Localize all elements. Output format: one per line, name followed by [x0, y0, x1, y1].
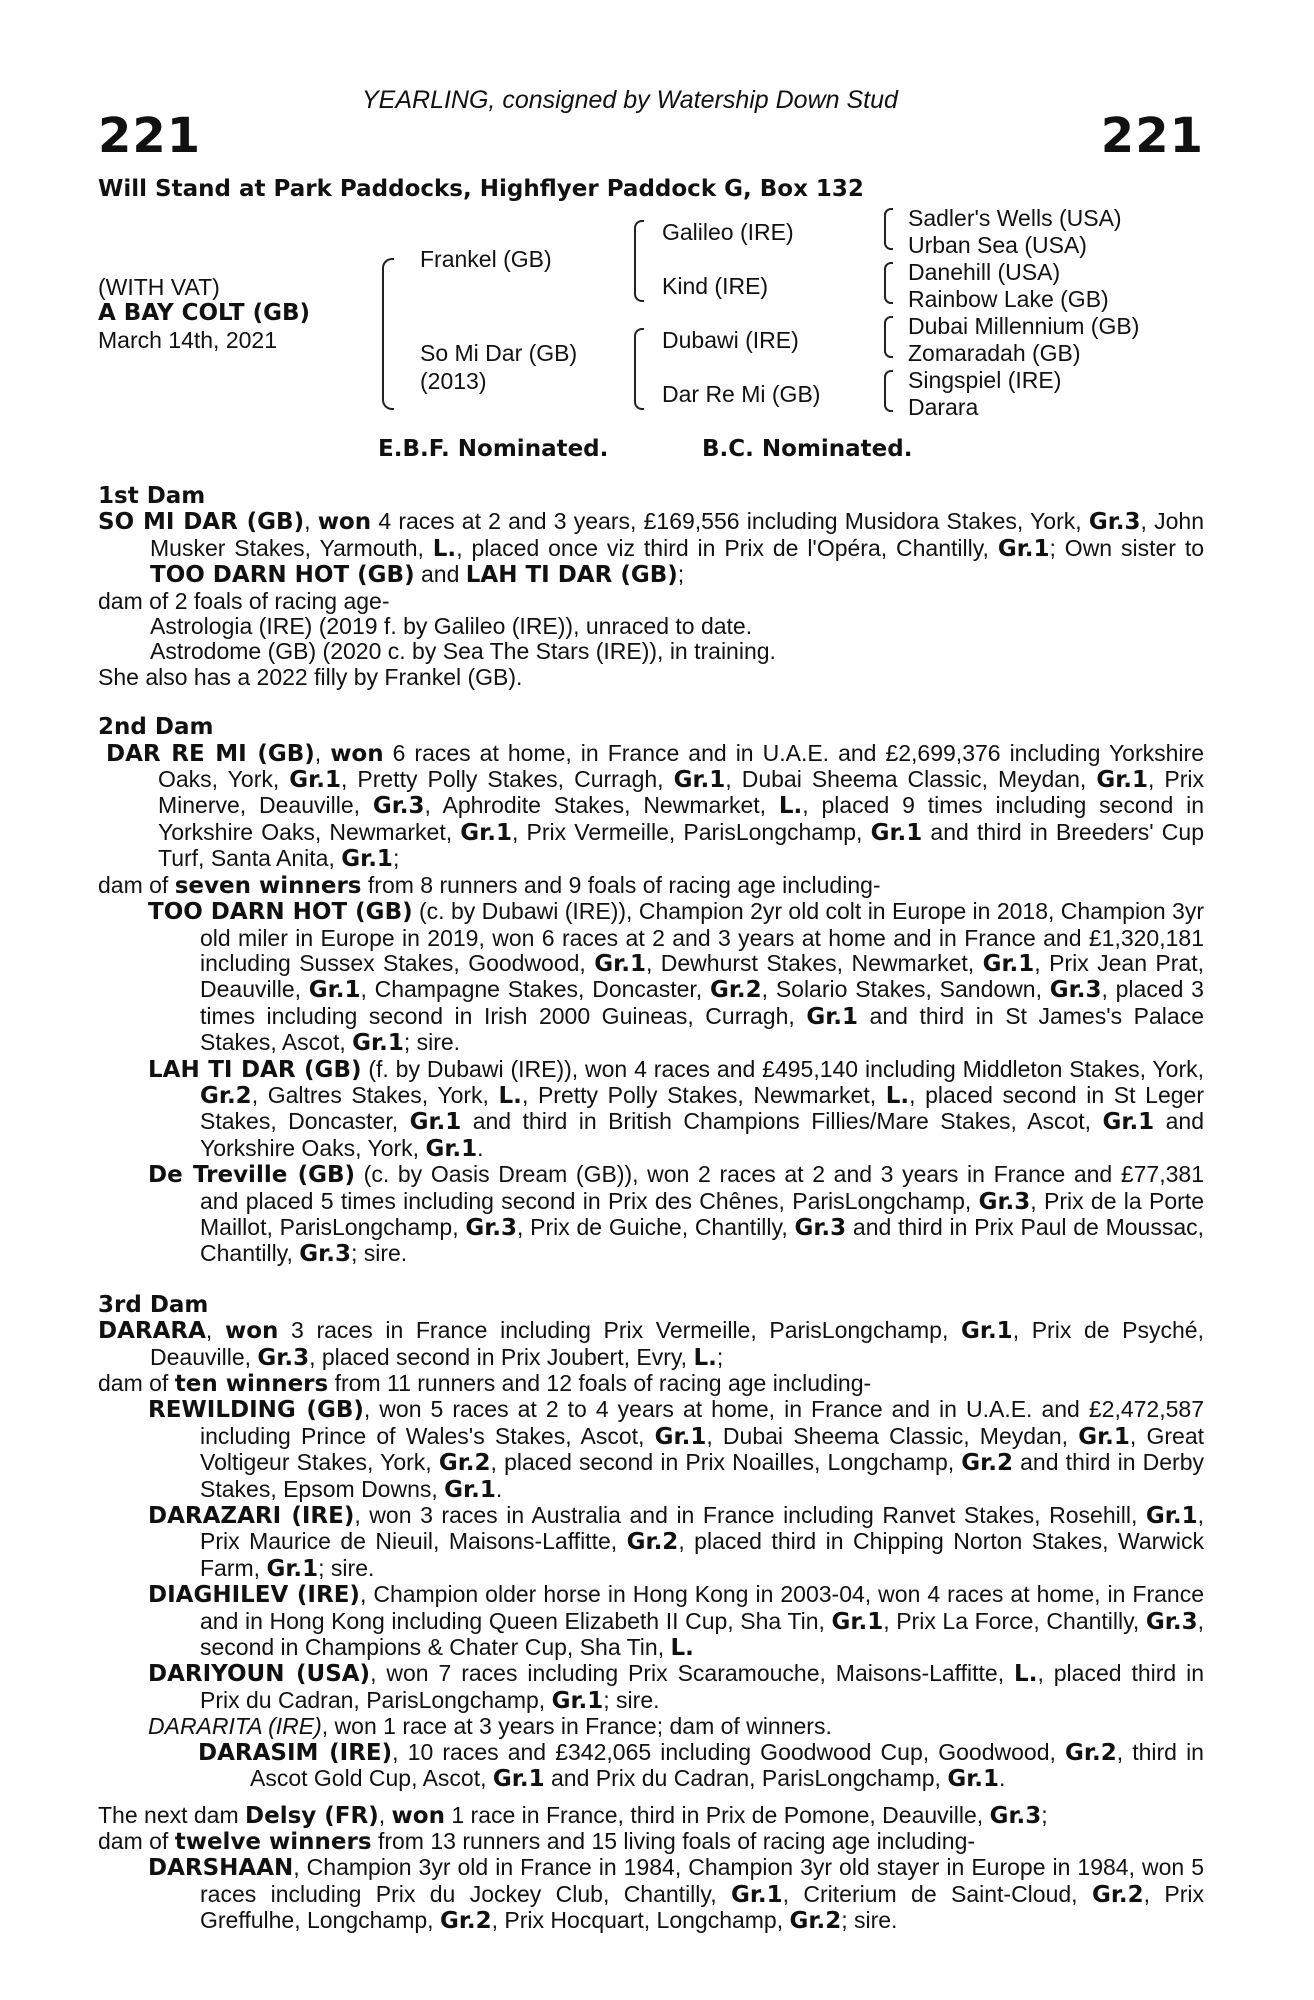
- pedigree-brace-3b: [884, 262, 893, 304]
- second-dam-record: DAR RE MI (GB), won 6 races at home, in France and in U.A.E. and £2,699,376 including Yorkshire Oaks, York, Gr.1, Pretty Polly Stakes, Curragh, Gr.1, Dubai Sheema Classic, Meydan, Gr.1, Prix Minerve, Deauville, Gr.3, Aphrodite Stakes, Newmarket, L., placed 9 times including second in Yorkshire Oaks, Newmarket, Gr.1, Prix Vermeille, ParisLongchamp, Gr.1 and third in Breeders' Cup Turf, Santa Anita, Gr.1;: [106, 739, 1205, 873]
- ss-dam: Urban Sea (USA): [908, 232, 1087, 258]
- sd-dam: Rainbow Lake (GB): [908, 286, 1109, 312]
- lot-number-right: 221: [1100, 108, 1204, 164]
- dam-name: So Mi Dar (GB): [420, 340, 578, 366]
- grade-label: Gr.1: [997, 535, 1050, 562]
- progeny-entry: DIAGHILEV (IRE), Champion older horse in Hong Kong in 2003-04, won 4 races at home, in France and in Hong Kong including Queen Elizabeth II Cup, Sha Tin, Gr.1, Prix La Force, Chantilly, Gr.3, second in Champions & Chater Cup, Sha Tin, L.: [148, 1581, 1205, 1662]
- progeny-entry: TOO DARN HOT (GB) (c. by Dubawi (IRE)), Champion 2yr old colt in Europe in 2018, Champion 3yr old miler in Europe in 2019, won 6 races at 2 and 3 years at home and in France and £1,320,181 including Sussex Stakes, Goodwood, Gr.1, Dewhurst Stakes, Newmarket, Gr.1, Prix Jean Prat, Deauville, Gr.1, Champagne Stakes, Doncaster, Gr.2, Solario Stakes, Sandown, Gr.3, placed 3 times including second in Irish 2000 Guineas, Curragh, Gr.1 and third in St James's Palace Stakes, Ascot, Gr.1; sire.: [148, 898, 1205, 1057]
- foal-entry: Astrodome (GB) (2020 c. by Sea The Stars (IRE)), in training.: [150, 638, 776, 665]
- record-text: and: [414, 561, 466, 588]
- dam-of-line: dam of ten winners from 11 runners and 12 foals of racing age including-: [98, 1370, 872, 1397]
- progeny-entry: De Treville (GB) (c. by Oasis Dream (GB)), won 2 races at 2 and 3 years in France and £77,381 and placed 5 times including second in Prix des Chênes, ParisLongchamp, Gr.3, Prix de la Porte Maillot, ParisLongchamp, Gr.3, Prix de Guiche, Chantilly, Gr.3 and third in Prix Paul de Moussac, Chantilly, Gr.3; sire.: [148, 1161, 1205, 1268]
- ds-sire: Dubai Millennium (GB): [908, 313, 1140, 339]
- dam-of-line: dam of 2 foals of racing age-: [98, 587, 390, 614]
- sire-name: Frankel (GB): [420, 246, 552, 272]
- horse-name: A BAY COLT (GB): [98, 300, 311, 326]
- progeny-entry: REWILDING (GB), won 5 races at 2 to 4 years at home, in France and in U.A.E. and £2,472,587 including Prince of Wales's Stakes, Ascot, Gr.1, Dubai Sheema Classic, Meydan, Gr.1, Great Voltigeur Stakes, York, Gr.2, placed second in Prix Noailles, Longchamp, Gr.2 and third in Derby Stakes, Epsom Downs, Gr.1.: [148, 1396, 1205, 1503]
- sire-sire: Galileo (IRE): [662, 219, 794, 245]
- first-dam-heading: 1st Dam: [98, 483, 206, 509]
- catalogue-body: [98, 484, 1204, 1935]
- next-dam-record: The next dam Delsy (FR), won 1 race in France, third in Prix de Pomone, Deauville, Gr.3;: [98, 1801, 1048, 1829]
- listed-label: L.: [432, 535, 457, 562]
- record-text: 4 races at 2 and 3 years, £169,556 including Musidora Stakes, York,: [371, 508, 1089, 535]
- next-dam-section: [98, 1803, 1204, 1935]
- stand-location: Will Stand at Park Paddocks, Highflyer Paddock G, Box 132: [98, 176, 864, 202]
- progeny-entry: DARARITA (IRE), won 1 race at 3 years in France; dam of winners.: [148, 1713, 832, 1740]
- dam-of-line: dam of twelve winners from 13 runners and 15 living foals of racing age including-: [98, 1827, 976, 1855]
- first-dam-section: [98, 484, 1204, 690]
- sire-dam: Kind (IRE): [662, 273, 769, 299]
- pedigree-brace-2a: [634, 220, 644, 302]
- record-text: ;: [677, 561, 685, 588]
- ds-dam: Zomaradah (GB): [908, 340, 1081, 366]
- record-text: , placed once viz third in Prix de l'Opéra, Chantilly,: [456, 534, 998, 561]
- grade-label: Gr.3: [1088, 509, 1141, 536]
- foal-entry: Astrologia (IRE) (2019 f. by Galileo (IRE)), unraced to date.: [150, 613, 753, 640]
- third-dam-section: [98, 1293, 1204, 1793]
- first-dam-record: SO MI DAR (GB), won 4 races at 2 and 3 years, £169,556 including Musidora Stakes, York, Gr.3, John Musker Stakes, Yarmouth, L., placed once viz third in Prix de l'Opéra, Chantilly, Gr.1; Own sister to TOO DARN HOT (GB) and LAH TI DAR (GB);: [98, 508, 1205, 589]
- sibling-name: LAH TI DAR (GB): [465, 562, 678, 589]
- sd-sire: Danehill (USA): [908, 259, 1061, 285]
- second-dam-section: [98, 715, 1204, 1268]
- vat-note: (WITH VAT): [98, 274, 220, 300]
- dam-sire: Dubawi (IRE): [662, 327, 799, 353]
- progeny-entry: DARAZARI (IRE), won 3 races in Australia and in France including Ranvet Stakes, Rosehill, Gr.1, Prix Maurice de Nieuil, Maisons-Laffitte, Gr.2, placed third in Chipping Norton Stakes, Warwick Farm, Gr.1; sire.: [148, 1502, 1205, 1582]
- progeny-entry: LAH TI DAR (GB) (f. by Dubawi (IRE)), won 4 races and £495,140 including Middleton Stakes, York, Gr.2, Galtres Stakes, York, L., Pretty Polly Stakes, Newmarket, L., placed second in St Leger Stakes, Doncaster, Gr.1 and third in British Champions Fillies/Mare Stakes, Ascot, Gr.1 and Yorkshire Oaks, York, Gr.1.: [148, 1055, 1205, 1162]
- pedigree-brace-3a: [884, 208, 893, 250]
- horse-dob: March 14th, 2021: [98, 327, 278, 353]
- consignment-header: YEARLING, consigned by Watership Down Stud: [362, 86, 898, 114]
- won-label: won: [317, 509, 372, 536]
- third-dam-record: DARARA, won 3 races in France including Prix Vermeille, ParisLongchamp, Gr.1, Prix de Psyché, Deauville, Gr.3, placed second in Prix Joubert, Evry, L.;: [98, 1317, 1204, 1371]
- ebf-nomination: E.B.F. Nominated.: [378, 436, 609, 462]
- bc-nomination: B.C. Nominated.: [702, 436, 913, 462]
- dam-year: (2013): [420, 368, 487, 394]
- pedigree-brace-1: [382, 258, 394, 410]
- pedigree-brace-3c: [884, 316, 893, 358]
- dd-sire: Singspiel (IRE): [908, 367, 1062, 393]
- first-dam-name: SO MI DAR (GB): [98, 509, 305, 536]
- also-line: She also has a 2022 filly by Frankel (GB).: [98, 663, 523, 690]
- progeny-entry: DARIYOUN (USA), won 7 races including Prix Scaramouche, Maisons-Laffitte, L., placed third in Prix du Cadran, ParisLongchamp, Gr.1; sire.: [148, 1660, 1205, 1714]
- pedigree-brace-3d: [884, 370, 893, 412]
- record-text: ; Own sister to: [1049, 534, 1205, 561]
- ss-sire: Sadler's Wells (USA): [908, 205, 1122, 231]
- second-dam-heading: 2nd Dam: [98, 714, 214, 741]
- sibling-name: TOO DARN HOT (GB): [150, 562, 415, 589]
- dd-dam: Darara: [908, 394, 979, 420]
- dam-dam: Dar Re Mi (GB): [662, 381, 821, 407]
- progeny-entry: DARSHAAN, Champion 3yr old in France in 1984, Champion 3yr old stayer in Europe in 1984, won 5 races including Prix du Jockey Club, Chantilly, Gr.1, Criterium de Saint-Cloud, Gr.2, Prix Greffulhe, Longchamp, Gr.2, Prix Hocquart, Longchamp, Gr.2; sire.: [148, 1854, 1204, 1935]
- pedigree-brace-2b: [634, 328, 644, 410]
- third-dam-heading: 3rd Dam: [98, 1291, 209, 1318]
- record-text: , John Musker Stakes, Yarmouth,: [150, 508, 1204, 561]
- dam-of-line: dam of seven winners from 8 runners and 9 foals of racing age including-: [98, 871, 881, 899]
- progeny-entry: DARASIM (IRE), 10 races and £342,065 including Goodwood Cup, Goodwood, Gr.2, third in Ascot Gold Cup, Ascot, Gr.1 and Prix du Cadran, ParisLongchamp, Gr.1.: [198, 1738, 1204, 1793]
- lot-number-left: 221: [98, 108, 202, 164]
- next-dam-lead: The next dam: [98, 1801, 246, 1828]
